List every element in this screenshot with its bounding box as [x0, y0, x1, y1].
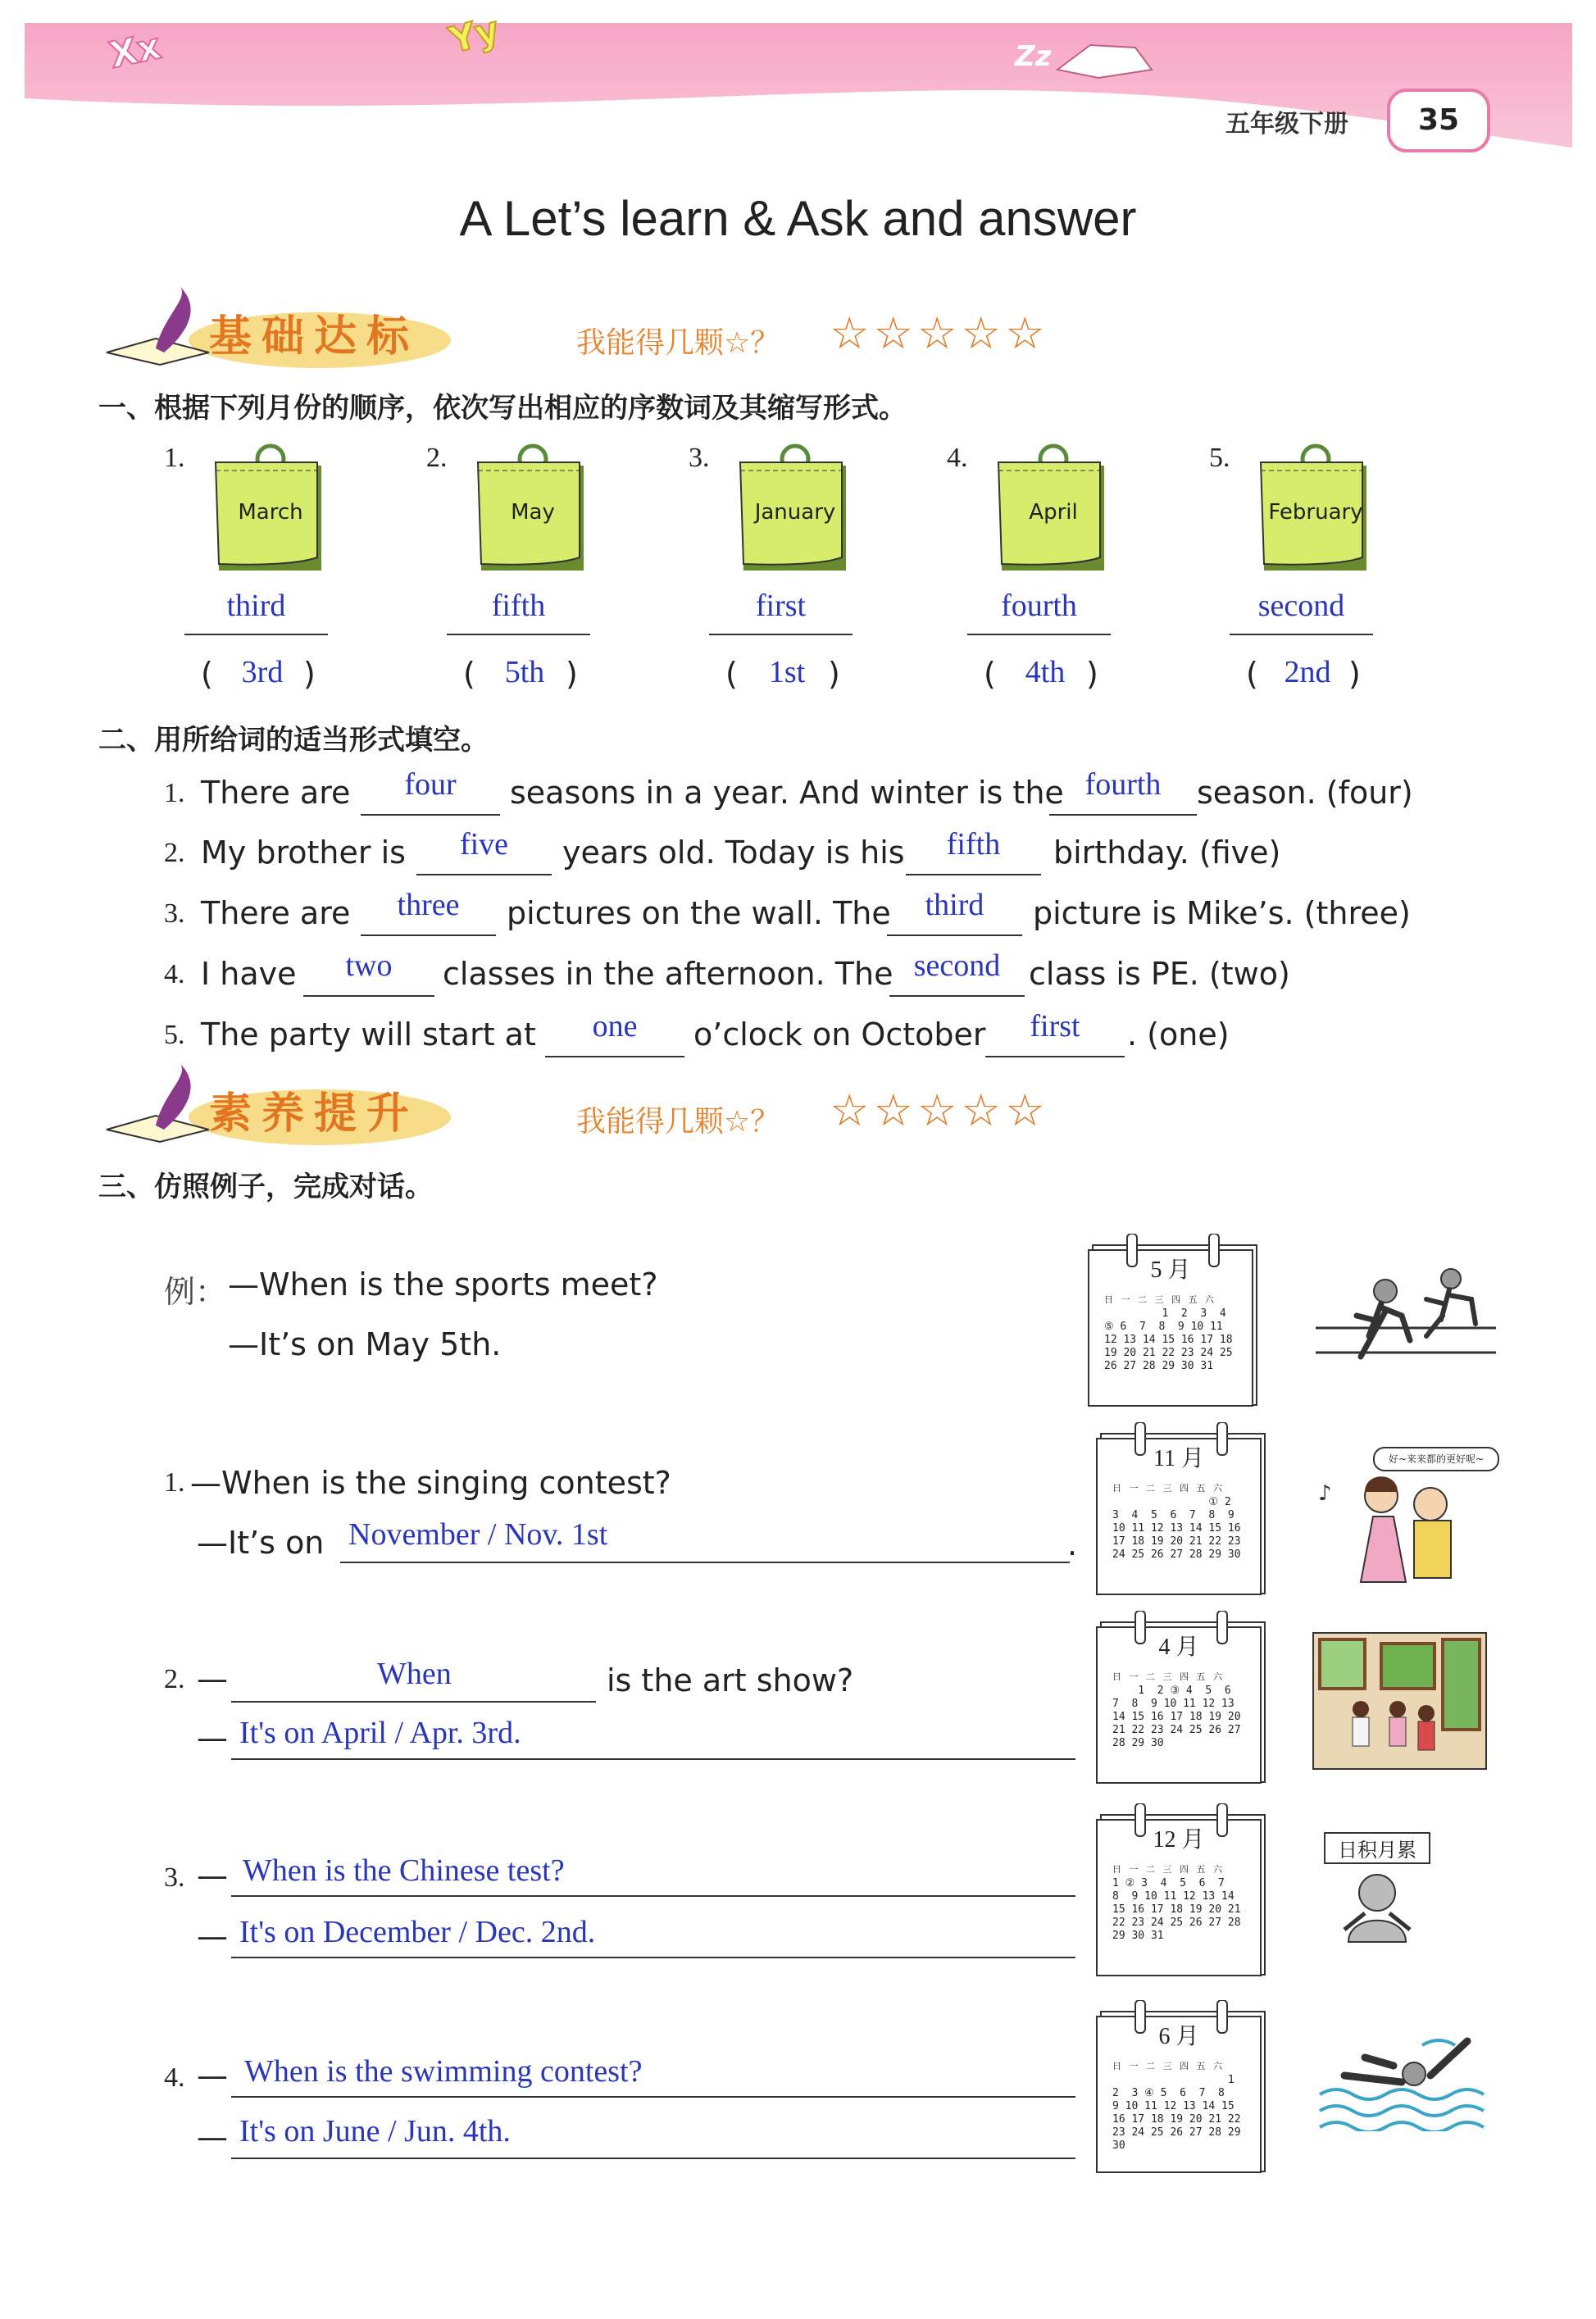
calendar-row: 3 4 5 6 7 8 9 — [1112, 1509, 1235, 1521]
answer-line[interactable] — [709, 634, 853, 635]
calendar-row: 15 16 17 18 19 20 21 — [1112, 1903, 1241, 1916]
calendar-row: 12 13 14 15 16 17 18 — [1104, 1334, 1233, 1346]
sentence-part: The party will start at — [201, 1016, 536, 1053]
page-number: 35 — [1387, 89, 1490, 152]
art-show-picture — [1312, 1631, 1488, 1771]
sentence-part: . (one) — [1127, 1016, 1230, 1053]
star-icon[interactable]: ☆ — [1005, 307, 1045, 359]
part1-heading: 一、根据下列月份的顺序，依次写出相应的序数词及其缩写形式。 — [98, 392, 907, 425]
calendar-grid — [1104, 1307, 1233, 1373]
answer-line[interactable] — [231, 1895, 1075, 1897]
example-question: —When is the sports meet? — [228, 1266, 658, 1303]
answer-abbr: 3rd — [241, 655, 284, 689]
answer-line[interactable] — [184, 634, 328, 635]
answer-line[interactable] — [361, 934, 496, 936]
calendar-weekdays: 日 一 二 三 四 五 六 — [1112, 2061, 1225, 2071]
item-number: 5. — [1209, 443, 1230, 473]
answer-text: It's on June / Jun. 4th. — [239, 2114, 511, 2148]
answer-line[interactable] — [967, 634, 1111, 635]
item-number: 3. — [164, 898, 185, 929]
month-label: March — [238, 500, 303, 525]
stars-label-1: 我能得几颗☆？ — [576, 326, 780, 360]
calendar-title: 11 月 — [1153, 1446, 1204, 1471]
calendar-row: 26 27 28 29 30 31 — [1104, 1360, 1214, 1372]
paren-open: ( — [463, 656, 475, 692]
paren-close: ) — [828, 656, 840, 692]
star-icon[interactable]: ☆ — [873, 307, 913, 359]
answer-line[interactable] — [1230, 634, 1373, 635]
calendar-weekdays: 日 一 二 三 四 五 六 — [1112, 1483, 1225, 1494]
answer-line[interactable] — [985, 1056, 1125, 1057]
answer-line[interactable] — [545, 1056, 684, 1057]
month-label: April — [1029, 500, 1078, 525]
section-banner-improve: 素养提升 — [209, 1089, 420, 1139]
dialogue-prefix: —It’s on — [197, 1525, 325, 1561]
calendar-row: 24 25 26 27 28 29 30 — [1112, 1548, 1241, 1561]
calendar-row: 29 30 31 — [1112, 1930, 1164, 1942]
study-picture — [1324, 1832, 1430, 1955]
answer-text: It's on April / Apr. 3rd. — [239, 1716, 521, 1750]
sentence-part: years old. Today is his — [562, 834, 905, 871]
running-kids-picture — [1312, 1258, 1500, 1381]
star-icon[interactable]: ☆ — [873, 1084, 913, 1136]
sentence-part: I have — [201, 956, 297, 992]
sentence-part: My brother is — [201, 834, 406, 871]
answer-line[interactable] — [303, 995, 434, 997]
calendar-row: 1 2 ③ 4 5 6 — [1112, 1685, 1231, 1697]
answer-line[interactable] — [887, 934, 1022, 936]
star-icon[interactable]: ☆ — [961, 1084, 1001, 1136]
paren-close: ) — [1086, 656, 1098, 692]
star-icon[interactable]: ☆ — [961, 307, 1001, 359]
paren-open: ( — [725, 656, 738, 692]
part2-heading: 二、用所给词的适当形式填空。 — [98, 724, 489, 757]
dialogue-number: 2. — [164, 1664, 185, 1694]
calendar-row: ⑤ 6 7 8 9 10 11 — [1104, 1321, 1223, 1333]
answer-text: When is the Chinese test? — [243, 1853, 565, 1888]
calendar-row: 21 22 23 24 25 26 27 — [1112, 1724, 1241, 1736]
answer-line[interactable] — [231, 1701, 596, 1703]
answer-abbr: 5th — [504, 655, 545, 689]
calendar-title: 5 月 — [1150, 1257, 1191, 1283]
swimming-picture — [1316, 2025, 1488, 2131]
dialogue-question: —When is the singing contest? — [190, 1465, 671, 1501]
calendar-row: 1 ② 3 4 5 6 7 — [1112, 1877, 1225, 1889]
answer-text: When — [377, 1657, 452, 1691]
item-number: 1. — [164, 443, 185, 473]
dash: — — [197, 1918, 228, 1954]
paren-close: ) — [303, 656, 316, 692]
star-icon[interactable]: ☆ — [1005, 1084, 1045, 1136]
star-rating-1[interactable] — [830, 307, 1044, 359]
answer-line[interactable] — [361, 814, 500, 816]
sentence-part: birthday. (five) — [1053, 834, 1281, 871]
answer-line[interactable] — [447, 634, 590, 635]
dash: — — [197, 2119, 228, 2155]
answer-line[interactable] — [416, 874, 552, 875]
sentence-part: classes in the afternoon. The — [443, 956, 893, 992]
answer-word: second — [1257, 589, 1345, 623]
calendar-grid — [1112, 1685, 1241, 1750]
dialogue-number: 4. — [164, 2062, 185, 2093]
example-label: 例： — [164, 1274, 227, 1310]
answer-abbr: 4th — [1025, 655, 1066, 689]
part3-heading: 三、仿照例子，完成对话。 — [98, 1171, 433, 1203]
sentence-part: pictures on the wall. The — [507, 895, 891, 931]
calendar-row: 28 29 30 — [1112, 1737, 1164, 1749]
item-number: 1. — [164, 778, 185, 808]
calendar-title: 4 月 — [1158, 1635, 1199, 1660]
answer-abbr: 1st — [768, 655, 806, 689]
sentence-part: seasons in a year. And winter is the — [510, 775, 1064, 811]
letter-xx: Xx — [106, 25, 165, 77]
calendar — [1086, 1234, 1262, 1410]
answer-line[interactable] — [906, 874, 1041, 875]
month-label: February — [1268, 500, 1363, 525]
paren-open: ( — [1246, 656, 1258, 692]
calendar-row: 9 10 11 12 13 14 15 — [1112, 2100, 1235, 2112]
sentence-part: o’clock on October — [693, 1016, 986, 1053]
header-band — [0, 0, 1596, 156]
calendar-row: 10 11 12 13 14 15 16 — [1112, 1522, 1241, 1535]
answer-line[interactable] — [889, 995, 1025, 997]
star-icon[interactable]: ☆ — [830, 1084, 870, 1136]
sentence-part: There are — [201, 775, 351, 811]
answer-text: two — [345, 948, 393, 983]
sign-label: 日积月累 — [1324, 1832, 1430, 1864]
period: . — [1067, 1526, 1078, 1562]
letter-yy: Yy — [444, 8, 504, 62]
sentence-part: class is PE. (two) — [1029, 956, 1290, 992]
answer-text: It's on December / Dec. 2nd. — [239, 1915, 596, 1949]
calendar — [1094, 2000, 1271, 2176]
answer-text: one — [592, 1009, 638, 1044]
calendar — [1094, 1611, 1271, 1787]
item-number: 2. — [164, 838, 185, 868]
calendar-row: 1 2 3 4 — [1104, 1307, 1226, 1320]
sentence-part: picture is Mike’s. (three) — [1033, 895, 1411, 931]
calendar-row: 17 18 19 20 21 22 23 — [1112, 1535, 1241, 1548]
calendar-weekdays: 日 一 二 三 四 五 六 — [1104, 1294, 1216, 1305]
singing-contest-picture — [1312, 1443, 1500, 1590]
answer-line[interactable] — [231, 1957, 1075, 1958]
paren-open: ( — [201, 656, 213, 692]
star-icon[interactable]: ☆ — [917, 307, 957, 359]
answer-text: When is the swimming contest? — [244, 2054, 643, 2089]
calendar-weekdays: 日 一 二 三 四 五 六 — [1112, 1671, 1225, 1682]
calendar-row: 1 — [1112, 2074, 1235, 2086]
answer-line[interactable] — [231, 2096, 1075, 2098]
answer-text: third — [925, 888, 984, 922]
answer-line[interactable] — [1049, 814, 1197, 816]
item-number: 4. — [164, 959, 185, 989]
calendar-row: 2 3 ④ 5 6 7 8 — [1112, 2087, 1225, 2099]
calendar-grid — [1112, 1877, 1241, 1943]
answer-abbr: 2nd — [1284, 655, 1331, 689]
section-banner-basic: 基础达标 — [209, 312, 420, 361]
question-rest: is the art show? — [607, 1662, 854, 1698]
grade-label: 五年级下册 — [1225, 110, 1348, 139]
sentence-part: season. (four) — [1197, 775, 1413, 811]
star-rating-2[interactable] — [830, 1084, 1044, 1136]
dash: — — [197, 1661, 228, 1697]
calendar-row: 23 24 25 26 27 28 29 — [1112, 2126, 1241, 2139]
calendar — [1094, 1803, 1271, 1980]
calendar-row: 14 15 16 17 18 19 20 — [1112, 1711, 1241, 1723]
answer-line[interactable] — [231, 2158, 1075, 2159]
answer-word: first — [755, 589, 807, 623]
calendar-grid — [1112, 1496, 1241, 1562]
answer-word: third — [226, 589, 286, 623]
answer-word: fifth — [491, 589, 546, 623]
stars-label-2: 我能得几颗☆？ — [576, 1105, 780, 1139]
calendar-row: 16 17 18 19 20 21 22 — [1112, 2113, 1241, 2126]
dash: — — [197, 1857, 228, 1894]
calendar-row: ① 2 — [1112, 1496, 1231, 1508]
answer-text: second — [913, 948, 1001, 983]
answer-text: fourth — [1084, 767, 1162, 802]
answer-word: fourth — [1001, 589, 1077, 623]
star-icon[interactable]: ☆ — [917, 1084, 957, 1136]
month-label: January — [754, 500, 836, 525]
answer-text: four — [404, 767, 457, 802]
answer-text: November / Nov. 1st — [348, 1517, 608, 1552]
speech-bubble: 好~来来都的更好呢~ — [1373, 1447, 1499, 1471]
paren-open: ( — [984, 656, 996, 692]
calendar-row: 22 23 24 25 26 27 28 — [1112, 1917, 1241, 1929]
calendar-weekdays: 日 一 二 三 四 五 六 — [1112, 1864, 1225, 1875]
calendar — [1094, 1422, 1271, 1598]
answer-line[interactable] — [340, 1562, 1070, 1563]
item-number: 3. — [689, 443, 710, 473]
letter-zz: Zz — [1015, 40, 1052, 73]
calendar-row: 7 8 9 10 11 12 13 — [1112, 1698, 1235, 1710]
sentence-part: There are — [201, 895, 351, 931]
page-title: A Let’s learn & Ask and answer — [459, 191, 1137, 246]
answer-text: three — [397, 888, 460, 922]
answer-text: first — [1030, 1009, 1080, 1044]
dialogue-number: 3. — [164, 1862, 185, 1893]
svg-text:♪: ♪ — [1318, 1481, 1332, 1506]
paren-close: ) — [1348, 656, 1361, 692]
calendar-row: 30 — [1112, 2139, 1125, 2152]
calendar-row: 19 20 21 22 23 24 25 — [1104, 1347, 1233, 1359]
item-number: 2. — [426, 443, 448, 473]
item-number: 4. — [947, 443, 968, 473]
example-answer: —It’s on May 5th. — [228, 1326, 502, 1362]
answer-text: fifth — [946, 827, 1001, 862]
answer-line[interactable] — [231, 1758, 1075, 1760]
paren-close: ) — [566, 656, 578, 692]
dash: — — [197, 1720, 228, 1756]
star-icon[interactable]: ☆ — [830, 307, 870, 359]
answer-text: five — [459, 827, 509, 862]
dash: — — [197, 2058, 228, 2094]
dialogue-number: 1. — [164, 1467, 185, 1498]
calendar-title: 12 月 — [1153, 1827, 1205, 1853]
calendar-grid — [1112, 2074, 1241, 2153]
calendar-title: 6 月 — [1158, 2024, 1199, 2049]
item-number: 5. — [164, 1020, 185, 1050]
month-label: May — [511, 500, 555, 525]
calendar-row: 8 9 10 11 12 13 14 — [1112, 1890, 1235, 1903]
